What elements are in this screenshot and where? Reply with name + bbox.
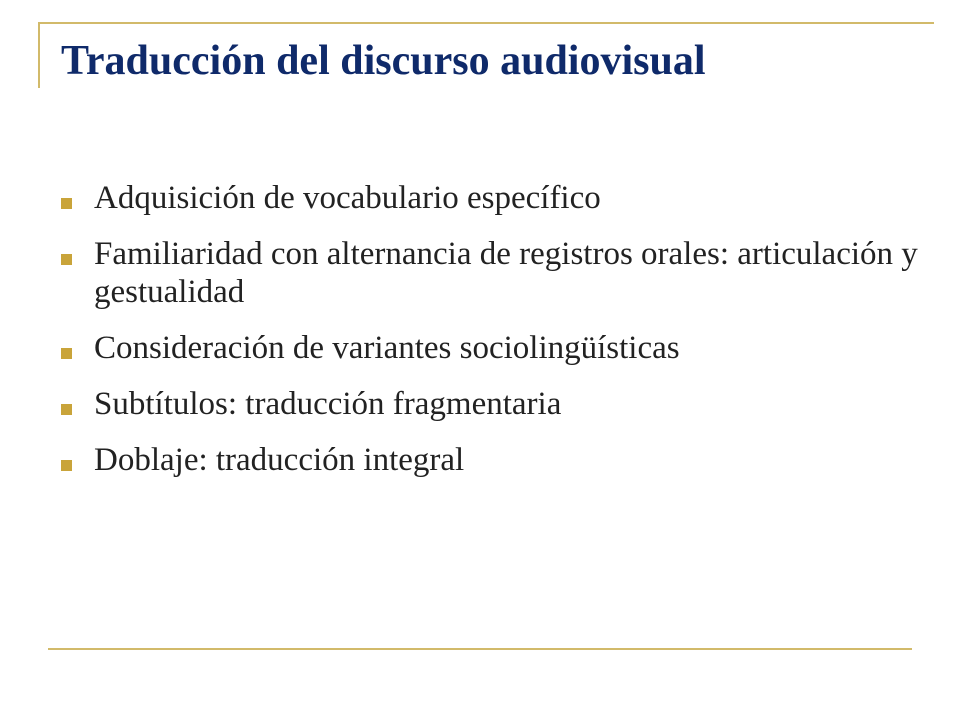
bullet-item <box>60 386 920 424</box>
square-bullet-icon <box>61 404 72 415</box>
bullet-text: Subtítulos: traducción fragmentaria <box>94 385 562 422</box>
square-bullet-icon <box>61 348 72 359</box>
top-divider <box>38 22 934 24</box>
bullet-item <box>60 180 920 218</box>
bullet-text: Consideración de variantes sociolingüísticas <box>94 329 680 366</box>
bullet-item <box>60 236 920 312</box>
square-bullet-icon <box>61 254 72 265</box>
bullet-list <box>60 180 920 498</box>
left-accent-rule <box>38 22 40 88</box>
bottom-divider <box>48 648 912 650</box>
bullet-item <box>60 442 920 480</box>
bullet-text: Doblaje: traducción integral <box>94 441 465 478</box>
slide-title: Traducción del discurso audiovisual <box>61 38 706 84</box>
bullet-text: Familiaridad con alternancia de registros orales: articulación y gestualidad <box>94 235 918 310</box>
square-bullet-icon <box>61 198 72 209</box>
bullet-text: Adquisición de vocabulario específico <box>94 180 601 216</box>
square-bullet-icon <box>61 460 72 471</box>
bullet-item <box>60 330 920 368</box>
